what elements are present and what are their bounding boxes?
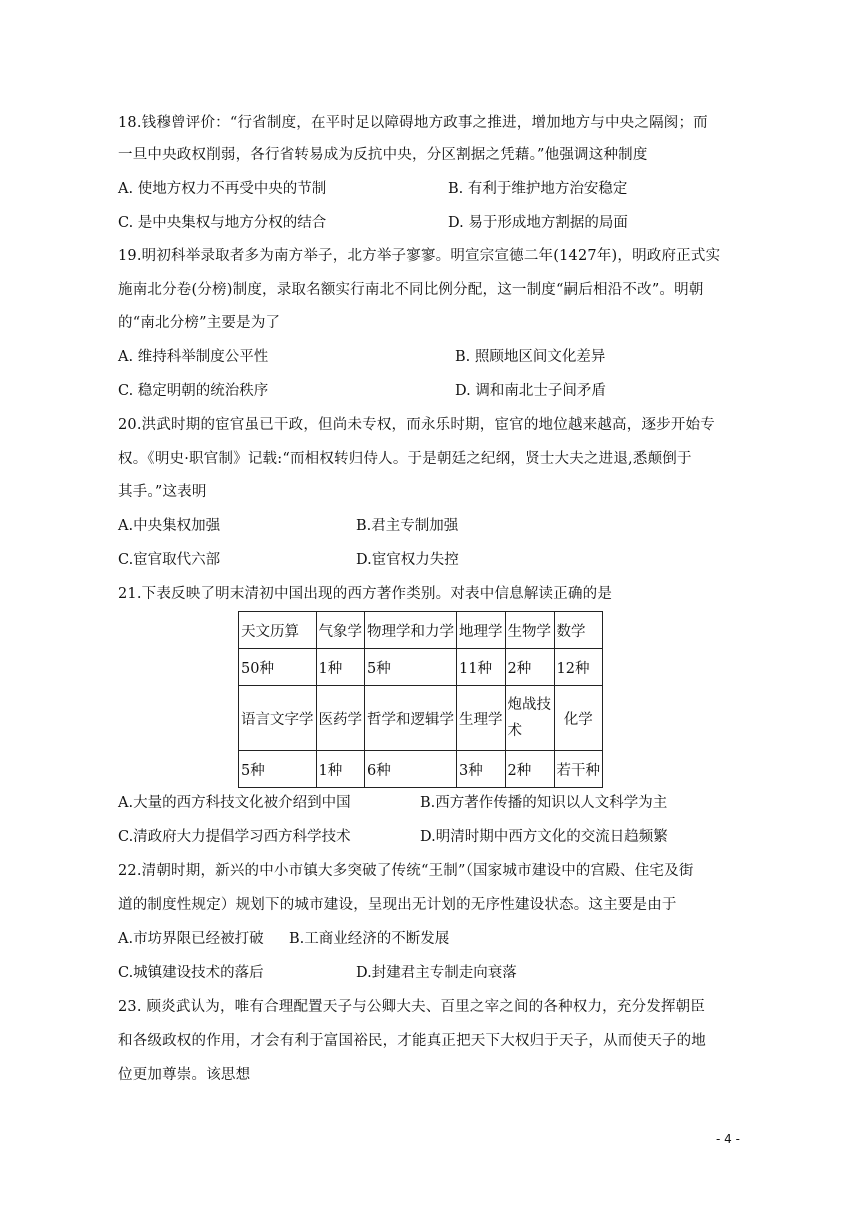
table-cell: 哲学和逻辑学: [365, 686, 457, 751]
q18-option-b[interactable]: B. 有利于维护地方治安稳定: [448, 181, 628, 197]
q22-option-a[interactable]: A.市坊界限已经被打破: [118, 931, 264, 947]
q22-option-b[interactable]: B.工商业经济的不断发展: [289, 931, 450, 947]
table-row: [239, 612, 603, 649]
q20-option-a[interactable]: A.中央集权加强: [118, 518, 221, 534]
table-cell: 气象学: [316, 612, 365, 649]
q23-stem-line-2: 和各级政权的作用，才会有利于富国裕民，才能真正把天下大权归于天子，从而使天子的地: [118, 1033, 706, 1049]
table-cell: 5种: [365, 649, 457, 686]
table-cell: 医药学: [316, 686, 365, 751]
q20-stem-line-3: 其手。”这表明: [118, 484, 207, 500]
table-cell: 6种: [365, 751, 457, 788]
q20-stem-line-1: 20.洪武时期的宦官虽已干政，但尚未专权，而永乐时期，宦官的地位越来越高，逐步开始专: [118, 417, 715, 433]
table-cell: 物理学和力学: [365, 612, 457, 649]
western-works-table: [238, 611, 603, 788]
q20-stem-line-2: 权。《明史·职官制》记载:“而相权转归侍人。于是朝廷之纪纲，贤士大夫之进退,悉颠倒于: [118, 451, 692, 467]
q22-option-c[interactable]: C.城镇建设技术的落后: [118, 965, 264, 981]
q19-option-b[interactable]: B. 照顾地区间文化差异: [455, 349, 606, 365]
table-cell: 5种: [239, 751, 317, 788]
table-cell: 数学: [554, 612, 603, 649]
table-cell: 生物学: [505, 612, 554, 649]
q22-stem-line-2: 道的制度性规定）规划下的城市建设，呈现出无计划的无序性建设状态。这主要是由于: [118, 897, 677, 913]
page-number: - 4 -: [716, 1132, 740, 1146]
table-cell: 地理学: [457, 612, 506, 649]
table-row: [239, 649, 603, 686]
table-cell: 50种: [239, 649, 317, 686]
table-row: [239, 751, 603, 788]
q20-option-d[interactable]: D.宦官权力失控: [356, 552, 459, 568]
q20-option-c[interactable]: C.宦官取代六部: [118, 552, 221, 568]
q19-stem-line-3: 的“南北分榜”主要是为了: [118, 315, 281, 331]
q18-option-a[interactable]: A. 使地方权力不再受中央的节制: [118, 181, 327, 197]
q23-stem-line-3: 位更加尊崇。该思想: [118, 1067, 251, 1083]
q21-option-b[interactable]: B.西方著作传播的知识以人文科学为主: [420, 795, 668, 811]
q18-option-c[interactable]: C. 是中央集权与地方分权的结合: [118, 215, 327, 231]
table-row: [239, 686, 603, 751]
q19-option-a[interactable]: A. 维持科举制度公平性: [118, 349, 269, 365]
table-cell: 1种: [316, 649, 365, 686]
q18-stem-line-1: 18.钱穆曾评价：“行省制度，在平时足以障碍地方政事之推进，增加地方与中央之隔阂；而: [118, 115, 708, 131]
q22-stem-line-1: 22.清朝时期，新兴的中小市镇大多突破了传统“王制”（国家城市建设中的宫殿、住宅及街: [118, 863, 694, 879]
q19-stem-line-1: 19.明初科举录取者多为南方举子，北方举子寥寥。明宣宗宣德二年(1427年)，明政府正式实: [118, 248, 721, 264]
q21-option-c[interactable]: C.清政府大力提倡学习西方科学技术: [118, 829, 351, 845]
q18-stem-line-2: 一旦中央政权削弱，各行省转易成为反抗中央，分区割据之凭藉。”他强调这种制度: [118, 147, 648, 163]
table-cell: 11种: [457, 649, 506, 686]
q19-stem-line-2: 施南北分卷(分榜)制度，录取名额实行南北不同比例分配，这一制度“嗣后相沿不改”。明朝: [118, 282, 704, 298]
q20-option-b[interactable]: B.君主专制加强: [356, 518, 459, 534]
table-cell: 语言文字学: [239, 686, 317, 751]
table-cell: 12种: [554, 649, 603, 686]
table-cell: 化学: [554, 686, 603, 751]
q19-option-c[interactable]: C. 稳定明朝的统治秩序: [118, 383, 269, 399]
table-cell: 若干种: [554, 751, 603, 788]
q22-option-d[interactable]: D.封建君主专制走向衰落: [356, 965, 517, 981]
table-cell: 生理学: [457, 686, 506, 751]
table-cell: 2种: [505, 649, 554, 686]
table-cell: 1种: [316, 751, 365, 788]
q19-option-d[interactable]: D. 调和南北士子间矛盾: [455, 383, 606, 399]
q21-option-d[interactable]: D.明清时期中西方文化的交流日趋频繁: [420, 829, 668, 845]
q23-stem-line-1: 23. 顾炎武认为，唯有合理配置天子与公卿大夫、百里之宰之间的各种权力，充分发挥朝臣: [118, 999, 706, 1015]
table-cell: 3种: [457, 751, 506, 788]
q21-option-a[interactable]: A.大量的西方科技文化被介绍到中国: [118, 795, 351, 811]
table-cell: 2种: [505, 751, 554, 788]
table-cell: 炮战技术: [505, 686, 554, 751]
table-cell: 天文历算: [239, 612, 317, 649]
q21-stem: 21.下表反映了明末清初中国出现的西方著作类别。对表中信息解读正确的是: [118, 586, 613, 602]
q18-option-d[interactable]: D. 易于形成地方割据的局面: [448, 215, 628, 231]
